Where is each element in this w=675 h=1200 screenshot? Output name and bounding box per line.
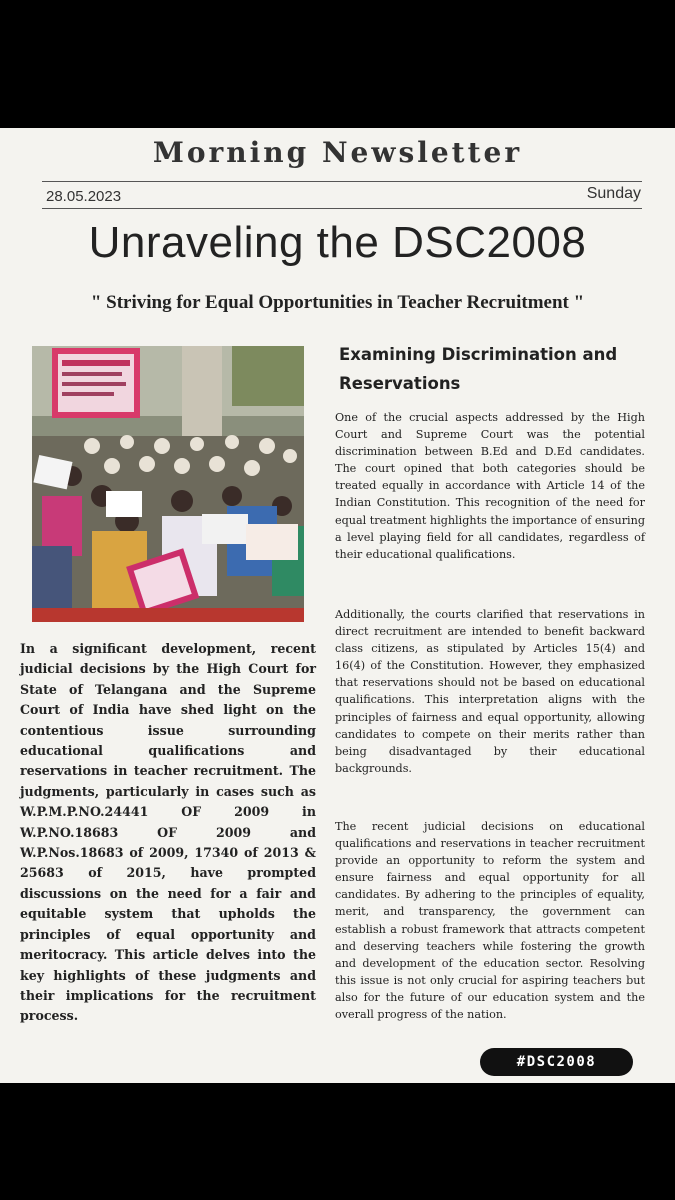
masthead-divider <box>42 181 642 182</box>
body-paragraph-conclusion: The recent judicial decisions on educational qualifications and reservations in teacher recruitment provide an opportunity to reform the system and ensure fairness and equal opportunity for all candidates. By adhering to the principles of equality, merit, and transparency, the government can establish a robust framework that attracts competent and deserving teachers while fostering the growth and development of the education sector. Resolving this issue is not only crucial for aspiring teachers but also for the future of our education system and the overall progress of the nation. <box>335 820 645 1022</box>
masthead: Morning Newsletter <box>152 136 523 169</box>
date-divider <box>42 208 642 209</box>
subtitle: " Striving for Equal Opportunities in Teacher Recruitment " <box>90 292 585 313</box>
section-title: Examining Discrimination and Reservations <box>339 345 618 393</box>
issue-day: Sunday <box>586 185 641 202</box>
hashtag-badge: #DSC2008 <box>480 1048 633 1076</box>
newsletter-page <box>0 128 675 1083</box>
headline: Unraveling the DSC2008 <box>88 218 587 267</box>
issue-date: 28.05.2023 <box>46 188 122 205</box>
body-paragraph-discrimination: One of the crucial aspects addressed by the High Court and Supreme Court was the potential discrimination between B.Ed and D.Ed candidates. The court opined that both categories should be treated equally in accordance with Article 14 of the Indian Constitution. This recognition of the need for equal treatment highlights the importance of ensuring a level playing field for all candidates, regardless of their educational qualifications. <box>335 411 645 561</box>
intro-column: In a significant development, recent judicial decisions by the High Court for State of Telangana and the Supreme Court of India have shed light on the contentious issue surrounding educational qualifications and reservations in teacher recruitment. The judgments, particularly in cases such as W.P.M.P.NO.24441 OF 2009 in W.P.NO.18683 OF 2009 and W.P.Nos.18683 of 2009, 17340 of 2013 & 25683 of 2015, have prompted discussions on the need for a fair and equitable system that upholds the principles of equal opportunity and meritocracy. This article delves into the key highlights of these judgments and their implications for the recruitment process. <box>20 641 316 1024</box>
protest-photo <box>32 346 304 622</box>
body-paragraph-reservations: Additionally, the courts clarified that reservations in direct recruitment are intended to benefit backward class citizens, as stipulated by Articles 15(4) and 16(4) of the Constitution. However, they emphasized that reservations should not be based on educational qualifications. This interpretation aligns with the principles of fairness and equal opportunity, allowing candidates to compete on their merits rather than being disadvantaged by their educational backgrounds. <box>335 608 645 775</box>
